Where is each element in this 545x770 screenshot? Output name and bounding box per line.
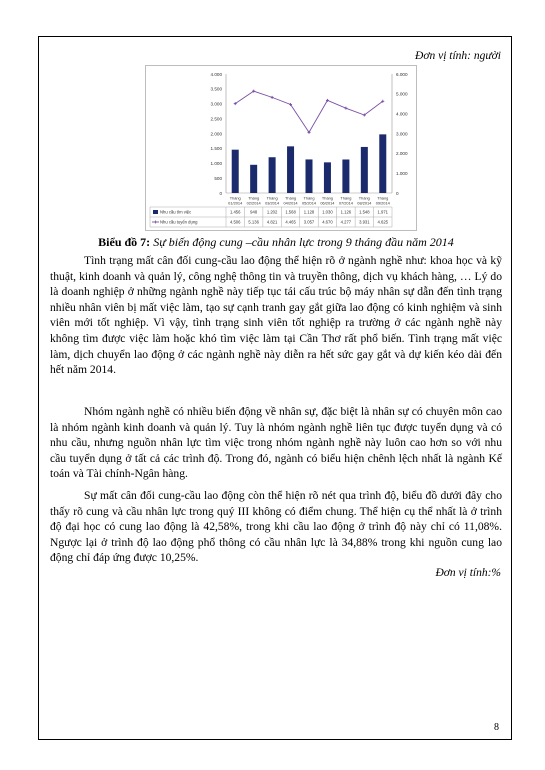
- right-axis-tick-label: 4.000: [396, 111, 408, 117]
- left-axis-tick-label: 0: [219, 190, 222, 196]
- bar: [250, 165, 257, 193]
- table-cell: 5.136: [248, 219, 259, 225]
- left-axis-tick-label: 2.500: [210, 116, 222, 122]
- x-tick-label: 05/2014: [301, 200, 317, 206]
- unit-label-top: Đơn vị tính: người: [415, 50, 501, 62]
- x-tick-label: Tháng: [321, 195, 333, 201]
- paragraph-2: Nhóm ngành nghề có nhiều biến động về nhân sự, đặc biệt là nhân sự có chuyên môn cao là nhóm ngành kinh doanh và quản lý. Tuy là nhóm ngành nghề liên tục được tuyển dụng và có nhu cầu, nhưng nguồn nhân lực tìm việc trong nhóm ngành nghề này luôn cao hơn so với nhu cầu tuyển dụng ở tất cả các trình độ. Trong đó, ngành có biểu hiện chênh lệch nhất là ngành Kế toán và Tài chính-Ngân hàng.: [50, 405, 502, 481]
- x-tick-label: Tháng: [285, 195, 297, 201]
- x-tick-label: Tháng: [340, 195, 352, 201]
- table-cell: 4.277: [340, 219, 352, 225]
- table-cell: 1.568: [285, 209, 296, 215]
- x-tick-label: Tháng: [303, 195, 315, 201]
- x-tick-label: Tháng: [377, 195, 389, 201]
- chart-caption: [50, 235, 502, 250]
- bar: [342, 160, 349, 193]
- series-line: [235, 91, 383, 132]
- table-cell: 1.202: [266, 209, 278, 215]
- table-cell: 4.625: [377, 219, 389, 225]
- table-cell: 1.128: [303, 209, 315, 215]
- chart-container: [145, 65, 417, 231]
- left-axis-tick-label: 3.000: [210, 101, 222, 107]
- table-cell: 1.456: [229, 209, 241, 215]
- x-tick-label: Tháng: [248, 195, 260, 201]
- left-axis-tick-label: 500: [214, 175, 222, 181]
- table-cell: 1.971: [377, 209, 389, 215]
- left-axis-tick-label: 2.000: [210, 131, 222, 137]
- bar: [287, 146, 294, 193]
- left-axis-tick-label: 1.500: [210, 146, 222, 152]
- table-cell: 3.931: [359, 219, 370, 225]
- x-tick-label: 08/2014: [357, 200, 372, 206]
- table-cell: 4.821: [266, 219, 278, 225]
- caption-label: Biểu đồ 7:: [98, 235, 151, 249]
- right-axis-tick-label: 5.000: [396, 91, 408, 97]
- bar: [361, 147, 368, 193]
- bar: [379, 134, 386, 193]
- table-cell: 4.670: [322, 219, 333, 225]
- legend-label-line: Nhu cầu tuyển dụng: [160, 219, 198, 225]
- legend-swatch-bar: [153, 210, 158, 214]
- x-tick-label: 09/2014: [375, 200, 390, 206]
- bar: [269, 157, 276, 193]
- left-axis-tick-label: 3.500: [210, 86, 222, 92]
- caption-text: Sự biến động cung –cầu nhân lực trong 9 tháng đầu năm 2014: [150, 235, 454, 249]
- table-cell: 4.506: [229, 219, 241, 225]
- bar: [305, 159, 312, 193]
- x-tick-label: 04/2014: [283, 200, 298, 206]
- paragraph-3: Sự mất cân đối cung-cầu lao động còn thể hiện rõ nét qua trình độ, biểu đồ dưới đây cho thấy rõ cung và cầu nhân lực trong quý III không có điểm chung. Thể hiện cụ thể nhất là ở trình độ đại học có cung lao động là 42,58%, trong khi cầu lao động ở trình độ này chỉ có 11,08%. Ngược lại ở trình độ lao động phổ thông có cầu nhân lực là 34,88% trong khi nguồn cung lao động chỉ đáp ứng được 10,25%.: [50, 489, 502, 565]
- page-number: 8: [494, 722, 499, 733]
- x-tick-label: Tháng: [266, 195, 278, 201]
- right-axis-tick-label: 2.000: [396, 151, 408, 157]
- table-cell: 4.465: [285, 219, 296, 225]
- right-axis-tick-label: 6.000: [396, 71, 408, 77]
- left-axis-tick-label: 1.000: [210, 161, 222, 167]
- table-cell: 948: [250, 209, 258, 215]
- table-cell: 3.057: [303, 219, 315, 225]
- x-tick-label: 03/2014: [265, 200, 280, 206]
- legend-swatch-marker: [154, 221, 157, 224]
- line-point: [271, 96, 274, 99]
- bar: [232, 150, 239, 193]
- x-tick-label: 07/2014: [338, 200, 353, 206]
- unit-label-bottom: Đơn vị tính:%: [435, 567, 501, 579]
- x-tick-label: Tháng: [229, 195, 241, 201]
- x-tick-label: 02/2014: [246, 200, 261, 206]
- right-axis-tick-label: 3.000: [396, 131, 408, 137]
- table-cell: 1.030: [322, 209, 333, 215]
- right-axis-tick-label: 0: [396, 190, 399, 196]
- chart: [146, 66, 416, 230]
- line-point: [344, 107, 347, 110]
- bar: [324, 162, 331, 193]
- x-tick-label: 06/2014: [320, 200, 335, 206]
- x-tick-label: 01/2014: [228, 200, 243, 206]
- table-cell: 1.548: [359, 209, 370, 215]
- table-cell: 1.126: [340, 209, 352, 215]
- x-tick-label: Tháng: [358, 195, 370, 201]
- paragraph-1: Tình trạng mất cân đối cung-cầu lao động thể hiện rõ ở ngành nghề như: khoa học và kỹ thuật, kinh doanh và quản lý, công nghệ thông tin và truyền thông, dịch vụ khách hàng, … Lý do là doanh nghiệp ở những ngành nghề này tiếp tục tái cấu trúc bộ máy nhân sự dẫn đến tình trạng nhiều nhân viên bị mất việc làm, tạo sự cạnh tranh gay gắt giữa lao động có kinh nghiệm và sinh viên mới tốt nghiệp. Vì vậy, tình trạng sinh viên tốt nghiệp ra trường ở các ngành nghề này không tìm được việc làm hoặc khó tìm việc làm tại Cần Thơ rất phổ biến. Tình trạng mất việc làm, dịch chuyển lao động ở các ngành nghề này diễn ra hết sức gay gắt và dự kiến kéo dài đến hết năm 2014.: [50, 254, 502, 377]
- legend-label-bar: Nhu cầu tìm việc: [160, 209, 192, 215]
- left-axis-tick-label: 4.000: [210, 71, 222, 77]
- right-axis-tick-label: 1.000: [396, 170, 408, 176]
